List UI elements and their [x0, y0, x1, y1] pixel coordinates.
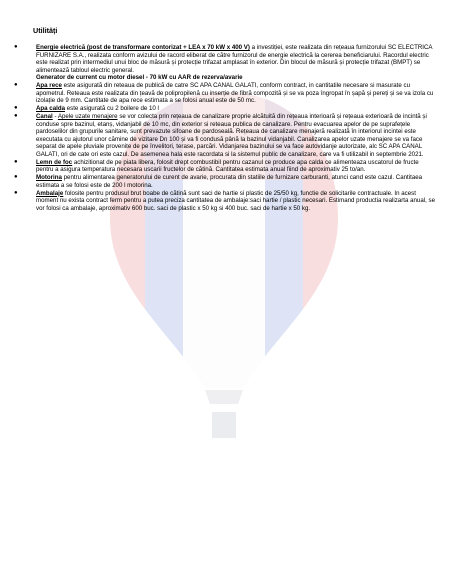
- item-text: folosite pentru produsul brut boabe de cătină sunt saci de hartie si plastic de 25/50 kg, functie de solicitarile contractuale. In acest moment nu exista contract ferm pentru a putea preciza cantitatea de ambalaje:saci hartie / plastic necesari. Estimand productia realizarta anual, se vor folosi ca ambalaje, aproximativ 600 buc. saci de plastic x 50 kg si 400 buc. saci de hartie x 50 kg.: [36, 189, 436, 212]
- section-title: Utilități: [33, 26, 58, 35]
- list-item-apa-calda: [12, 105, 437, 113]
- list-item-energie: [12, 44, 437, 82]
- item-label: Ambalaje: [36, 189, 64, 197]
- item-label: Motorina: [36, 174, 62, 182]
- bullet-icon: ●: [14, 105, 18, 112]
- bullet-icon: ●: [14, 174, 18, 181]
- list-item-canal: ● Canal - Apele uzate menajere se vor colecta prin rețeaua de canalizare proprie alcătuită din rețeaua interioară și rețeaua exterioară de incintă și conduse spre bazinul, etanș, vidanjabil de 10 mc, din exterior si reteaua publica de canalizare. Pentru evacuarea apelor de pe suprafețele pardoselilor din grupurile sanitare, sunt prevazute sifoane de pardoseală. Rețeaua de canalizare menajeră realizată în interiorul incintei este executata cu ajutorul unor cămine de vizitare Dn 100 și va fi condusă până la bazinul vidanjabil. Canalizarea apelor uzate menajere se va face separat de apele pluviale provenite de pe învelitori, terase, parcări. Vidanjarea bazinului se va face autovidanje autorizate, alc SC APA CANAL GALATI, ori de cate ori este cazul. De asemenea hala este racordata si la sistemul public de canalizare, care va fi utilizabil in septembrie 2021.: [14, 113, 427, 158]
- item-label: Lemn de foc: [36, 158, 73, 166]
- utilities-list: [12, 44, 437, 213]
- list-item-apa-rece: [12, 82, 437, 105]
- item-text: este asigurată cu 2 boilere de 10 l: [65, 105, 159, 113]
- item-sublabel: Apele uzate menajere: [57, 113, 118, 121]
- bullet-icon: ●: [14, 44, 18, 50]
- bullet-icon: ●: [14, 82, 18, 89]
- item-text: pentru alimentarea generatorului de curent de avarie, procurata din statiile de furnizare carburanti, atunci cand este cazul. Cantitaea estimata a se folosi este de 200 l motorina.: [36, 174, 423, 189]
- bullet-icon: ●: [14, 158, 18, 165]
- item-text: achizitionat de pe piata libera, folosit drept combustibil pentru cazanul ce produce apa calda ce alimenteaza uscatorul de fructe pentru a asigura temperatura necesara uscarii fructelor de cătină. Cantitatea estimata anual fiind de aproximativ 25 to/an.: [36, 158, 419, 174]
- item-subheading: Generator de current cu motor diesel - 70 kW cu AAR de rezerva/avarie: [36, 74, 243, 82]
- item-label: Apa rece: [36, 82, 62, 90]
- item-label: Energie electrică (post de transformare contorizat + LEA x 70 kW x 400 V): [36, 44, 250, 51]
- item-label: Apa calda: [36, 105, 66, 113]
- item-text: este asigurată din reteaua de publică de catre SC APA CANAL GALATI, conform contract, in cantitatile necesare si masurate cu apometrul. Reteaua este realizata din țeavă de polipropilenă cu inserție de fibră compozită și se va poza îngropat în șapă și pereți și se va izola cu izolație de 9 mm. Cantitate de apa rece estimata a se folosi anual este de 50 mc.: [36, 82, 434, 105]
- list-item-lemn: [12, 159, 437, 174]
- bullet-icon: ●: [14, 189, 18, 196]
- list-item-motorina: [12, 174, 437, 189]
- list-item-ambalaje: [12, 190, 437, 213]
- bullet-icon: ●: [14, 113, 18, 120]
- item-label: Canal: [36, 113, 53, 121]
- item-text: a investiției, este realizata din rețeaua furnizorului SC ELECTRICA FURNIZARE S.A., realizata conform avizului de racord eliberat de către furnizorul de energie electrică la cererea beneficiarului. Racordul electric este realizat prin intermediul unui bloc de măsură și protecție trifazat amplasat în exterior. Din blocul de măsură și protecție trifazat (BMPT) se alimentează tabloul electric general.: [36, 44, 433, 74]
- item-text: se vor colecta prin rețeaua de canalizare proprie alcătuită din rețeaua interioară și rețeaua exterioară de incintă și conduse spre bazinul, etanș, vidanjabil de 10 mc, din exterior si reteaua publica de canalizare. Pentru evacuarea apelor de pe suprafețele pardoselilor din grupurile sanitare, sunt prevazute sifoane de pardoseală. Rețeaua de canalizare menajeră realizată în interiorul incintei este executata cu ajutorul unor cămine de vizitare Dn 100 și va fi condusă până la bazinul vidanjabil. Canalizarea apelor uzate menajere se va face separat de apele pluviale provenite de pe învelitori, terase, parcări. Vidanjarea bazinului se va face autovidanje autorizate, alc SC APA CANAL GALATI, ori de cate ori este cazul. De asemenea hala este racordata si la sistemul public de canalizare, care va fi utilizabil in septembrie 2021.: [36, 113, 427, 158]
